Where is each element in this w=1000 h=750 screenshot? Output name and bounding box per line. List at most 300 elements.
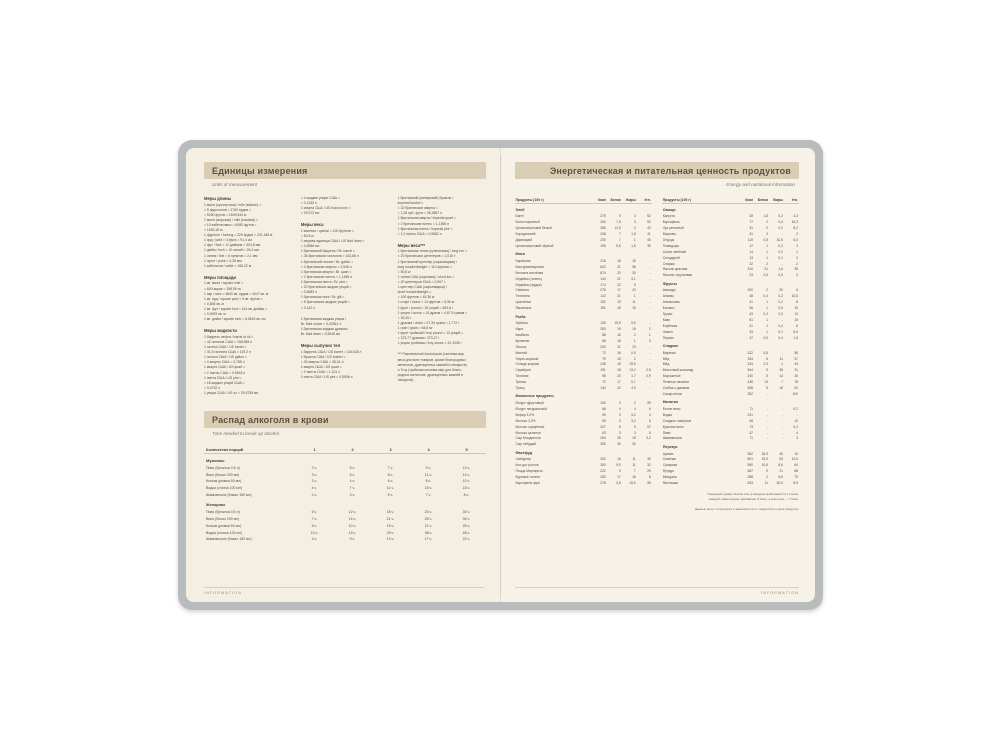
nutrition-row-value: - xyxy=(649,380,651,385)
alcohol-row-value: 11 ч. xyxy=(424,472,433,477)
nutrition-row-value: 15,5 xyxy=(629,481,636,486)
alcohol-header-count: 4 xyxy=(410,446,448,454)
nutrition-row-value: 11 xyxy=(632,300,636,305)
nutrition-row-value: 17 xyxy=(749,243,753,248)
nutrition-row-label: Бородинский xyxy=(515,232,536,237)
alcohol-row-value: 4 ч. xyxy=(349,479,356,484)
alcohol-group-label: Женщины xyxy=(206,502,226,508)
alcohol-row-value: 5 ч. xyxy=(311,523,318,528)
nutrition-row-value: 6,3 xyxy=(793,238,798,243)
nutrition-group-row xyxy=(515,249,652,258)
nutrition-row-value: 41 xyxy=(749,226,753,231)
alcohol-row-value: 38 ч. xyxy=(424,530,433,535)
nutrition-row-label: Икра xyxy=(515,327,523,332)
units-line: = 1,28 куб. фута = 36,3687 л xyxy=(397,211,443,216)
nutrition-row-value: 19 xyxy=(617,327,621,332)
nutrition-row-value: 23 xyxy=(632,288,636,293)
nutrition-row-value: 1 xyxy=(796,249,798,254)
units-line: 1 британская нога / Br. gill = xyxy=(300,295,345,300)
alcohol-row-value: 14 ч. xyxy=(462,472,471,477)
nutrition-row-value: 10,6 xyxy=(761,463,768,468)
nutrition-row-value: 1 xyxy=(766,255,768,260)
nutrition-row-value: 21 xyxy=(617,264,621,269)
alcohol-row-label: Коньяк (рюмка 50 мл) xyxy=(206,523,242,528)
nutrition-row-value: 15 xyxy=(617,356,621,361)
nutrition-row-value: 3 xyxy=(618,430,621,435)
units-line: 1 линия / line = 6 пунктов = 2,1 мм xyxy=(204,253,258,258)
units-line: = 31,5 галлона США = 119,2 л xyxy=(204,350,251,355)
nutrition-row-label: Красное вино xyxy=(662,424,684,429)
nutrition-row-label: Кол-дог ростов xyxy=(515,463,539,468)
nutrition-row-value: 0,2 xyxy=(778,294,783,299)
nutrition-row-value: 86 xyxy=(602,338,606,343)
nutrition-row-value: 2 xyxy=(766,261,768,266)
nutrition-row-value: - xyxy=(649,288,651,293)
nutrition-row-value: 2 xyxy=(633,356,636,361)
nutrition-row-label: Груши xyxy=(662,312,673,317)
nutrition-row-label: Чизбургер xyxy=(515,457,532,462)
nutrition-row-value: 1 xyxy=(766,249,768,254)
nutrition-row-label: Молочный шоколад xyxy=(662,368,694,373)
nutrition-row-label: Индейка (голень) xyxy=(515,276,542,281)
nutrition-row-value: 222 xyxy=(600,469,606,474)
nutrition-row-value: 20 xyxy=(779,288,783,293)
alcohol-row-value: 18 ч. xyxy=(462,486,471,491)
nutrition-row-value: 283 xyxy=(600,463,606,468)
right-page-footer: INFORMATION xyxy=(515,587,800,595)
units-line: 1 миля (сухопутная) / mile (statute) = xyxy=(204,202,262,207)
units-line: 1 бушель США / US bushel = xyxy=(300,354,346,359)
nutrition-row-value: 21 xyxy=(617,344,621,349)
nutrition-row-value: 9,9 xyxy=(616,463,621,468)
units-line: 1 британская пинта / Br. pint = xyxy=(300,280,348,285)
nutrition-row-value: 29 xyxy=(647,469,651,474)
nutrition-row-value: 30 xyxy=(632,442,636,447)
nutrition-row-value: 5 xyxy=(766,374,768,379)
nutrition-column xyxy=(515,197,652,486)
nutrition-table-header xyxy=(515,197,652,204)
nutrition-row-label: Пиво xyxy=(662,430,671,435)
nutrition-row-value: 590 xyxy=(747,463,753,468)
nutrition-row-value: 3,2 xyxy=(631,412,636,417)
units-line: 1 акр / acre = 4840 кв. ярдов = 4047 кв. м xyxy=(204,291,269,296)
nutrition-group-row xyxy=(662,278,799,287)
nutrition-row-value: - xyxy=(781,412,783,417)
nutrition-row-value: 0,5 xyxy=(778,306,783,311)
nutrition-row-value: 16,3 xyxy=(791,220,798,225)
nutrition-row-value: 15 xyxy=(632,306,636,311)
units-line: 1 унция США / US oz = 29,5735 мл xyxy=(204,391,259,395)
nutrition-row-value: 3 xyxy=(796,273,798,278)
nutrition-group-label: Молочные продукты xyxy=(515,394,554,399)
nutrition-row-value: 11 xyxy=(764,481,768,486)
nutrition-row-value: 408 xyxy=(747,386,753,391)
nutrition-row-value: 20,5 xyxy=(761,457,768,462)
nutrition-row-value: - xyxy=(796,412,798,417)
alcohol-header-count: 3 xyxy=(372,446,410,454)
alcohol-group-row xyxy=(204,454,486,465)
units-line: = 5 британских жидких унций = xyxy=(300,300,350,305)
nutrition-row-value: 1 xyxy=(766,306,768,311)
nutrition-row-value: 327 xyxy=(600,424,606,429)
nutrition-row-value: - xyxy=(781,317,783,322)
nutrition-row-value: 2 xyxy=(766,220,768,225)
units-line: 1 баррель нефти / barrel of oil = xyxy=(204,334,254,339)
nutrition-row-value: 16 xyxy=(617,350,621,355)
table-row xyxy=(515,480,652,486)
table-row xyxy=(204,529,486,536)
nutrition-row-value: 23 xyxy=(617,270,621,275)
nutrition-row-value: 96 xyxy=(749,306,753,311)
alcohol-table xyxy=(204,446,486,543)
nutrition-row-value: 3 xyxy=(766,232,768,237)
nutrition-group-row xyxy=(515,311,652,320)
nutrition-row-value: 216 xyxy=(600,259,606,264)
nutrition-row-label: Цельнозерновой белый xyxy=(515,226,552,231)
nutrition-row-value: 0,8 xyxy=(763,350,768,355)
units-line: лекарств). xyxy=(397,378,414,382)
units-line: = 10 кабельтовых = 6080 футов = xyxy=(204,222,257,227)
nutrition-row-value: 0,7 xyxy=(631,380,636,385)
nutrition-row-label: Зубатка xyxy=(515,321,528,326)
alcohol-row-value: 9 ч. xyxy=(349,537,356,542)
nutrition-row-label: Картофель фри xyxy=(515,481,540,486)
alcohol-row-label: Водка (стопка 100 мл) xyxy=(206,530,243,535)
nutrition-row-value: 19 xyxy=(632,327,636,332)
units-group xyxy=(204,196,292,269)
nutrition-row-label: Сыр Моцарелла xyxy=(515,436,541,441)
nutrition-row-value: 3 xyxy=(796,243,798,248)
nutrition-row-value: 6 xyxy=(766,356,768,361)
units-line: 1 дюйм / inch = 10 линий = 25,4 мм xyxy=(204,248,259,253)
nutrition-row-label: Йогурт фруктовый xyxy=(515,401,544,406)
nutrition-row-value: 0,2 xyxy=(793,407,798,412)
nutrition-row-value: 60 xyxy=(602,418,606,423)
alcohol-row-value: 8 ч. xyxy=(463,493,470,498)
nutrition-row-value: 4 xyxy=(648,412,651,417)
nutrition-row-value: 70 xyxy=(794,475,798,480)
nutrition-row-value: 1 xyxy=(766,243,768,248)
nutrition-row-value: 8,6 xyxy=(778,463,783,468)
nutrition-section-header: Энергетическая и питательная ценность продуктов xyxy=(515,162,800,179)
nutrition-row-value: 264 xyxy=(600,436,606,441)
nutrition-row-value: - xyxy=(781,232,783,237)
alcohol-row-value: 30 ч. xyxy=(462,510,471,515)
nutrition-row-value: - xyxy=(649,350,651,355)
nutrition-row-label: Минтай xyxy=(515,350,528,355)
units-line: металлов, драгоценных камней и лекарств) xyxy=(397,362,467,367)
nutrition-row-value: 208 xyxy=(600,232,606,237)
nutrition-group-row xyxy=(515,391,652,400)
units-line: = 5280 футов = 1609,344 м xyxy=(204,212,247,217)
nutrition-row-value: 687 xyxy=(747,469,753,474)
alcohol-row-value: 19 ч. xyxy=(348,530,357,535)
nutrition-row-value: 222 xyxy=(747,350,753,355)
units-line: = 0,0929 кв. м xyxy=(204,312,226,317)
nutrition-row-value: 57 xyxy=(647,424,651,429)
nutrition-row-value: 59 xyxy=(602,412,606,417)
nutrition-header-cell: Угл. xyxy=(637,197,652,204)
nutrition-row-value: 275 xyxy=(600,214,606,219)
nutrition-row-value: - xyxy=(781,436,783,441)
units-group-heading: Меры площади xyxy=(204,274,236,280)
units-column xyxy=(204,196,292,402)
nutrition-row-value: - xyxy=(649,306,651,311)
left-page xyxy=(186,148,501,602)
nutrition-row-value: 11 xyxy=(794,312,798,317)
nutrition-row-label: Куриные голени xyxy=(515,475,540,480)
units-line: 1 стоун / stone = 14 фунтов = 6,35 кг xyxy=(397,300,455,305)
nutrition-row-value: 7 xyxy=(618,238,621,243)
units-group xyxy=(398,243,486,347)
nutrition-row-label: Шампанское xyxy=(662,436,683,441)
units-line: = 2 пинты США = 1,101 л xyxy=(300,370,341,375)
nutrition-row-value: 0,8 xyxy=(763,238,768,243)
nutrition-row-label: Лимон xyxy=(662,329,673,334)
units-line: = 20 центнеров США = 0,907 т xyxy=(397,280,446,285)
nutrition-row-label: Сыр твёрдый xyxy=(515,442,536,447)
nutrition-row-value: 14 xyxy=(779,374,783,379)
alcohol-row-value: 7 ч. xyxy=(349,486,356,491)
alcohol-row-value: 8 ч. xyxy=(387,472,394,477)
nutrition-row-value: 73 xyxy=(749,424,753,429)
alcohol-row-value: 8 ч. xyxy=(425,479,432,484)
nutrition-row-value: 18 xyxy=(617,362,621,367)
nutrition-row-value: - xyxy=(766,412,768,417)
nutrition-row-label: Мороженое xyxy=(662,374,681,379)
nutrition-row-value: 2,3 xyxy=(763,362,768,367)
nutrition-row-value: - xyxy=(781,261,783,266)
nutrition-row-value: - xyxy=(766,430,768,435)
nutrition-row-value: 0,1 xyxy=(778,255,783,260)
nutrition-row-value: 19,5 xyxy=(629,362,636,367)
alcohol-row-value: 6 ч. xyxy=(349,472,356,477)
units-line: 1 фут / foot = 12 дюймов = 304,8 мм xyxy=(204,243,261,248)
units-line: = 20 британских центнеров = 1,016 т xyxy=(397,254,456,259)
nutrition-row-label: Свинина xyxy=(515,288,529,293)
nutrition-row-value: 4 xyxy=(633,407,636,412)
units-line: 1 гран / grain = 64,8 мг xyxy=(397,326,433,331)
nutrition-row-value: - xyxy=(766,391,768,396)
nutrition-row-value: 23 xyxy=(749,273,753,278)
nutrition-row-value: 21 xyxy=(617,294,621,299)
nutrition-row-value: 68 xyxy=(794,469,798,474)
alcohol-row-value: 35 ч. xyxy=(462,516,471,521)
nutrition-row-value: 2,5 xyxy=(646,368,651,373)
nutrition-row-value: 3,1 xyxy=(631,276,636,281)
nutrition-row-value: 58 xyxy=(794,350,798,355)
nutrition-row-value: - xyxy=(781,391,783,396)
nutrition-row-value: 10,6 xyxy=(791,294,798,299)
nutrition-row-value: 0,2 xyxy=(778,226,783,231)
units-line: 1 галлон США / US gallon = xyxy=(204,355,247,360)
nutrition-row-value: 10,5 xyxy=(776,238,783,243)
nutrition-row-value: 41 xyxy=(749,323,753,328)
nutrition-row-value: 115 xyxy=(747,238,753,243)
units-line: 1 драхма / dram = 27,34 грана = 1,772 г xyxy=(397,320,460,325)
nutrition-row-value: 1 xyxy=(766,317,768,322)
nutrition-row-value: 3 xyxy=(618,401,621,406)
units-line: 1 центнер США (сырьевщика) / xyxy=(397,285,447,290)
nutrition-row-label: Треска xyxy=(515,380,526,385)
units-line: 1 фурлонг / furlong = 220 ярдов = 201,168 м xyxy=(204,233,273,238)
units-line: 1 баррель США / US barrel = 115,628 л xyxy=(300,349,362,354)
nutrition-row-label: Тилапия xyxy=(515,374,529,379)
nutrition-row-value: 64 xyxy=(794,463,798,468)
nutrition-row-value: 276 xyxy=(600,288,606,293)
alcohol-table-body xyxy=(204,454,486,543)
nutrition-section-subtitle: Energy and nutritional information xyxy=(726,182,795,187)
table-row xyxy=(204,465,486,472)
alcohol-header-count: 5 xyxy=(448,446,486,454)
nutrition-row-value: 30 xyxy=(647,457,651,462)
nutrition-row-label: Клубника xyxy=(662,323,678,328)
nutrition-row-value: 11 xyxy=(632,457,636,462)
nutrition-row-value: 13 xyxy=(764,380,768,385)
units-line: 1 фунт тройский / troy pound = 12 унций = xyxy=(397,331,464,336)
units-line: = 32 британские кварты = xyxy=(397,206,439,211)
nutrition-row-value: 32 xyxy=(647,463,651,468)
alcohol-row-value: 24 ч. xyxy=(424,510,433,515)
nutrition-group-label: Хлеб xyxy=(515,207,525,212)
units-line: = 373,77 драхмы= 373,27 г xyxy=(397,336,440,341)
alcohol-row-label: Водка (стопка 100 мл) xyxy=(206,486,243,491)
nutrition-row-value: - xyxy=(781,430,783,435)
table-row xyxy=(204,485,486,492)
nutrition-row-value: 35 xyxy=(647,481,651,486)
nutrition-row-value: 231 xyxy=(747,412,753,417)
alcohol-row-value: 10 ч. xyxy=(310,530,319,535)
nutrition-row-label: Дарницкий xyxy=(515,238,533,243)
units-group xyxy=(204,275,292,322)
units-line: = 4 кварты США = 3,785 л xyxy=(204,360,245,365)
units-line: 1 пинта США / US pint = xyxy=(204,375,242,380)
alcohol-row-value: 11 ч. xyxy=(386,486,395,491)
alcohol-row-label: Шампанское (бокал 150 мл) xyxy=(206,493,252,498)
nutrition-row-label: Молоко цельное xyxy=(515,430,541,435)
alcohol-row-value: 3 ч. xyxy=(349,493,356,498)
table-row xyxy=(204,471,486,478)
nutrition-row-value: 7 xyxy=(633,469,636,474)
units-line: Br. fluid dram = 3,5516 мл xyxy=(300,332,341,337)
nutrition-row-value: 3 xyxy=(633,214,636,219)
units-group-heading: Меры длины xyxy=(204,196,232,201)
nutrition-row-value: 28 xyxy=(749,214,753,219)
nutrition-row-value: 26,5 xyxy=(761,451,768,456)
nutrition-row-value: 674 xyxy=(600,270,606,275)
alcohol-row-value: 7 ч. xyxy=(387,465,394,470)
nutrition-row-value: 144 xyxy=(600,276,606,281)
alcohol-row-value: 18 ч. xyxy=(386,510,395,515)
nutrition-row-value: 13,2 xyxy=(629,368,636,373)
nutrition-row-value: 2 xyxy=(648,327,651,332)
nutrition-row-label: Киви xyxy=(662,317,671,322)
units-group-heading: Меры веса xyxy=(300,222,324,228)
units-line: 1 кабельтов / cable = 185,22 м xyxy=(204,263,252,268)
nutrition-row-value: 53 xyxy=(779,457,783,462)
units-line: = 4 британские кварты = 4,546 л xyxy=(300,264,352,269)
alcohol-row-value: 5 ч. xyxy=(349,465,356,470)
nutrition-row-value: - xyxy=(781,350,783,355)
nutrition-row-value: 79 xyxy=(602,356,606,361)
nutrition-row-value: 15 xyxy=(632,259,636,264)
nutrition-row-value: 22 xyxy=(617,282,621,287)
nutrition-row-value: 436 xyxy=(747,380,753,385)
units-group xyxy=(301,343,389,380)
units-line: 1 британская пинта / imperial pint = xyxy=(397,226,453,231)
alcohol-row-value: 10 ч. xyxy=(462,479,471,484)
units-group xyxy=(301,222,389,310)
nutrition-row-label: Кефир 3,2% xyxy=(515,412,535,417)
units-group xyxy=(398,196,486,237)
alcohol-row-value: 13 ч. xyxy=(386,537,395,542)
units-line: и Troy (тройская система мер для благо- xyxy=(397,367,462,372)
nutrition-row-value: 16 xyxy=(617,338,621,343)
nutrition-row-value: 14 xyxy=(749,249,753,254)
units-line: = 50,8 кг xyxy=(397,269,411,274)
nutrition-row-value: 45 xyxy=(749,418,753,423)
units-section-header: Единицы измерения xyxy=(204,162,486,179)
nutrition-row-value: 21 xyxy=(764,267,768,272)
nutrition-row-value: 31 xyxy=(794,368,798,373)
alcohol-row-value: 2 ч. xyxy=(311,465,318,470)
units-line: = 2 британские пинты = 1,1365 л xyxy=(397,221,450,226)
nutrition-row-value: 0,3 xyxy=(778,273,783,278)
nutrition-row-value: 7 xyxy=(781,380,783,385)
units-line: = 1853,18 м xyxy=(204,228,223,233)
nutrition-row-value: - xyxy=(766,407,768,412)
nutrition-row-value: 174 xyxy=(600,282,606,287)
nutrition-row-value: 3,8 xyxy=(616,481,621,486)
nutrition-row-label: Фисташки xyxy=(662,481,678,486)
nutrition-row-value: - xyxy=(649,276,651,281)
nutrition-row-value: 633 xyxy=(747,481,753,486)
nutrition-row-value: 2 xyxy=(633,401,636,406)
nutrition-row-label: Авокадо xyxy=(662,288,676,293)
nutrition-row-label: Арахис xyxy=(662,451,674,456)
nutrition-row-label: Морковь xyxy=(662,232,676,237)
nutrition-row-label: Телятина xyxy=(515,294,530,299)
nutrition-row-label: Белое вино xyxy=(662,407,681,412)
nutrition-row-value: 26 xyxy=(794,374,798,379)
nutrition-row-value: 3,2 xyxy=(646,436,651,441)
nutrition-row-value: 1,6 xyxy=(778,267,783,272)
nutrition-row-label: Сухарики xyxy=(662,463,678,468)
units-line: 1 ярд / yard = 3 фута = 91,4 см xyxy=(204,238,252,243)
alcohol-section-header: Распад алкоголя в крови xyxy=(204,411,486,428)
units-line: 1 пинта США / US pint = 0,5506 л xyxy=(300,375,353,380)
nutrition-row-value: 2 xyxy=(796,232,798,237)
nutrition-row-value: 5 xyxy=(648,418,651,423)
alcohol-row-label: Пиво (бутылка 0,5 л) xyxy=(206,510,240,515)
nutrition-row-value: 622 xyxy=(600,264,606,269)
nutrition-group-row xyxy=(662,341,799,350)
units-line: 1 британская кварта / imperial quart = xyxy=(397,216,457,221)
alcohol-row-value: 48 ч. xyxy=(462,530,471,535)
nutrition-row-label: Фасоль стручковая xyxy=(662,273,693,278)
nutrition-group-row xyxy=(515,204,652,214)
nutrition-group-label: Фастфуд xyxy=(515,450,533,455)
nutrition-row-value: 47 xyxy=(749,335,753,340)
nutrition-row-label: Ананас xyxy=(662,294,674,299)
nutrition-table-body xyxy=(662,204,799,486)
nutrition-row-value: 5 xyxy=(766,386,768,391)
nutrition-row-value: - xyxy=(649,356,651,361)
nutrition-row-value: 35 xyxy=(647,243,651,248)
nutrition-row-value: 2 xyxy=(633,333,636,338)
nutrition-row-value: 250 xyxy=(600,475,606,480)
nutrition-row-label: Батон нарезной xyxy=(515,220,540,225)
